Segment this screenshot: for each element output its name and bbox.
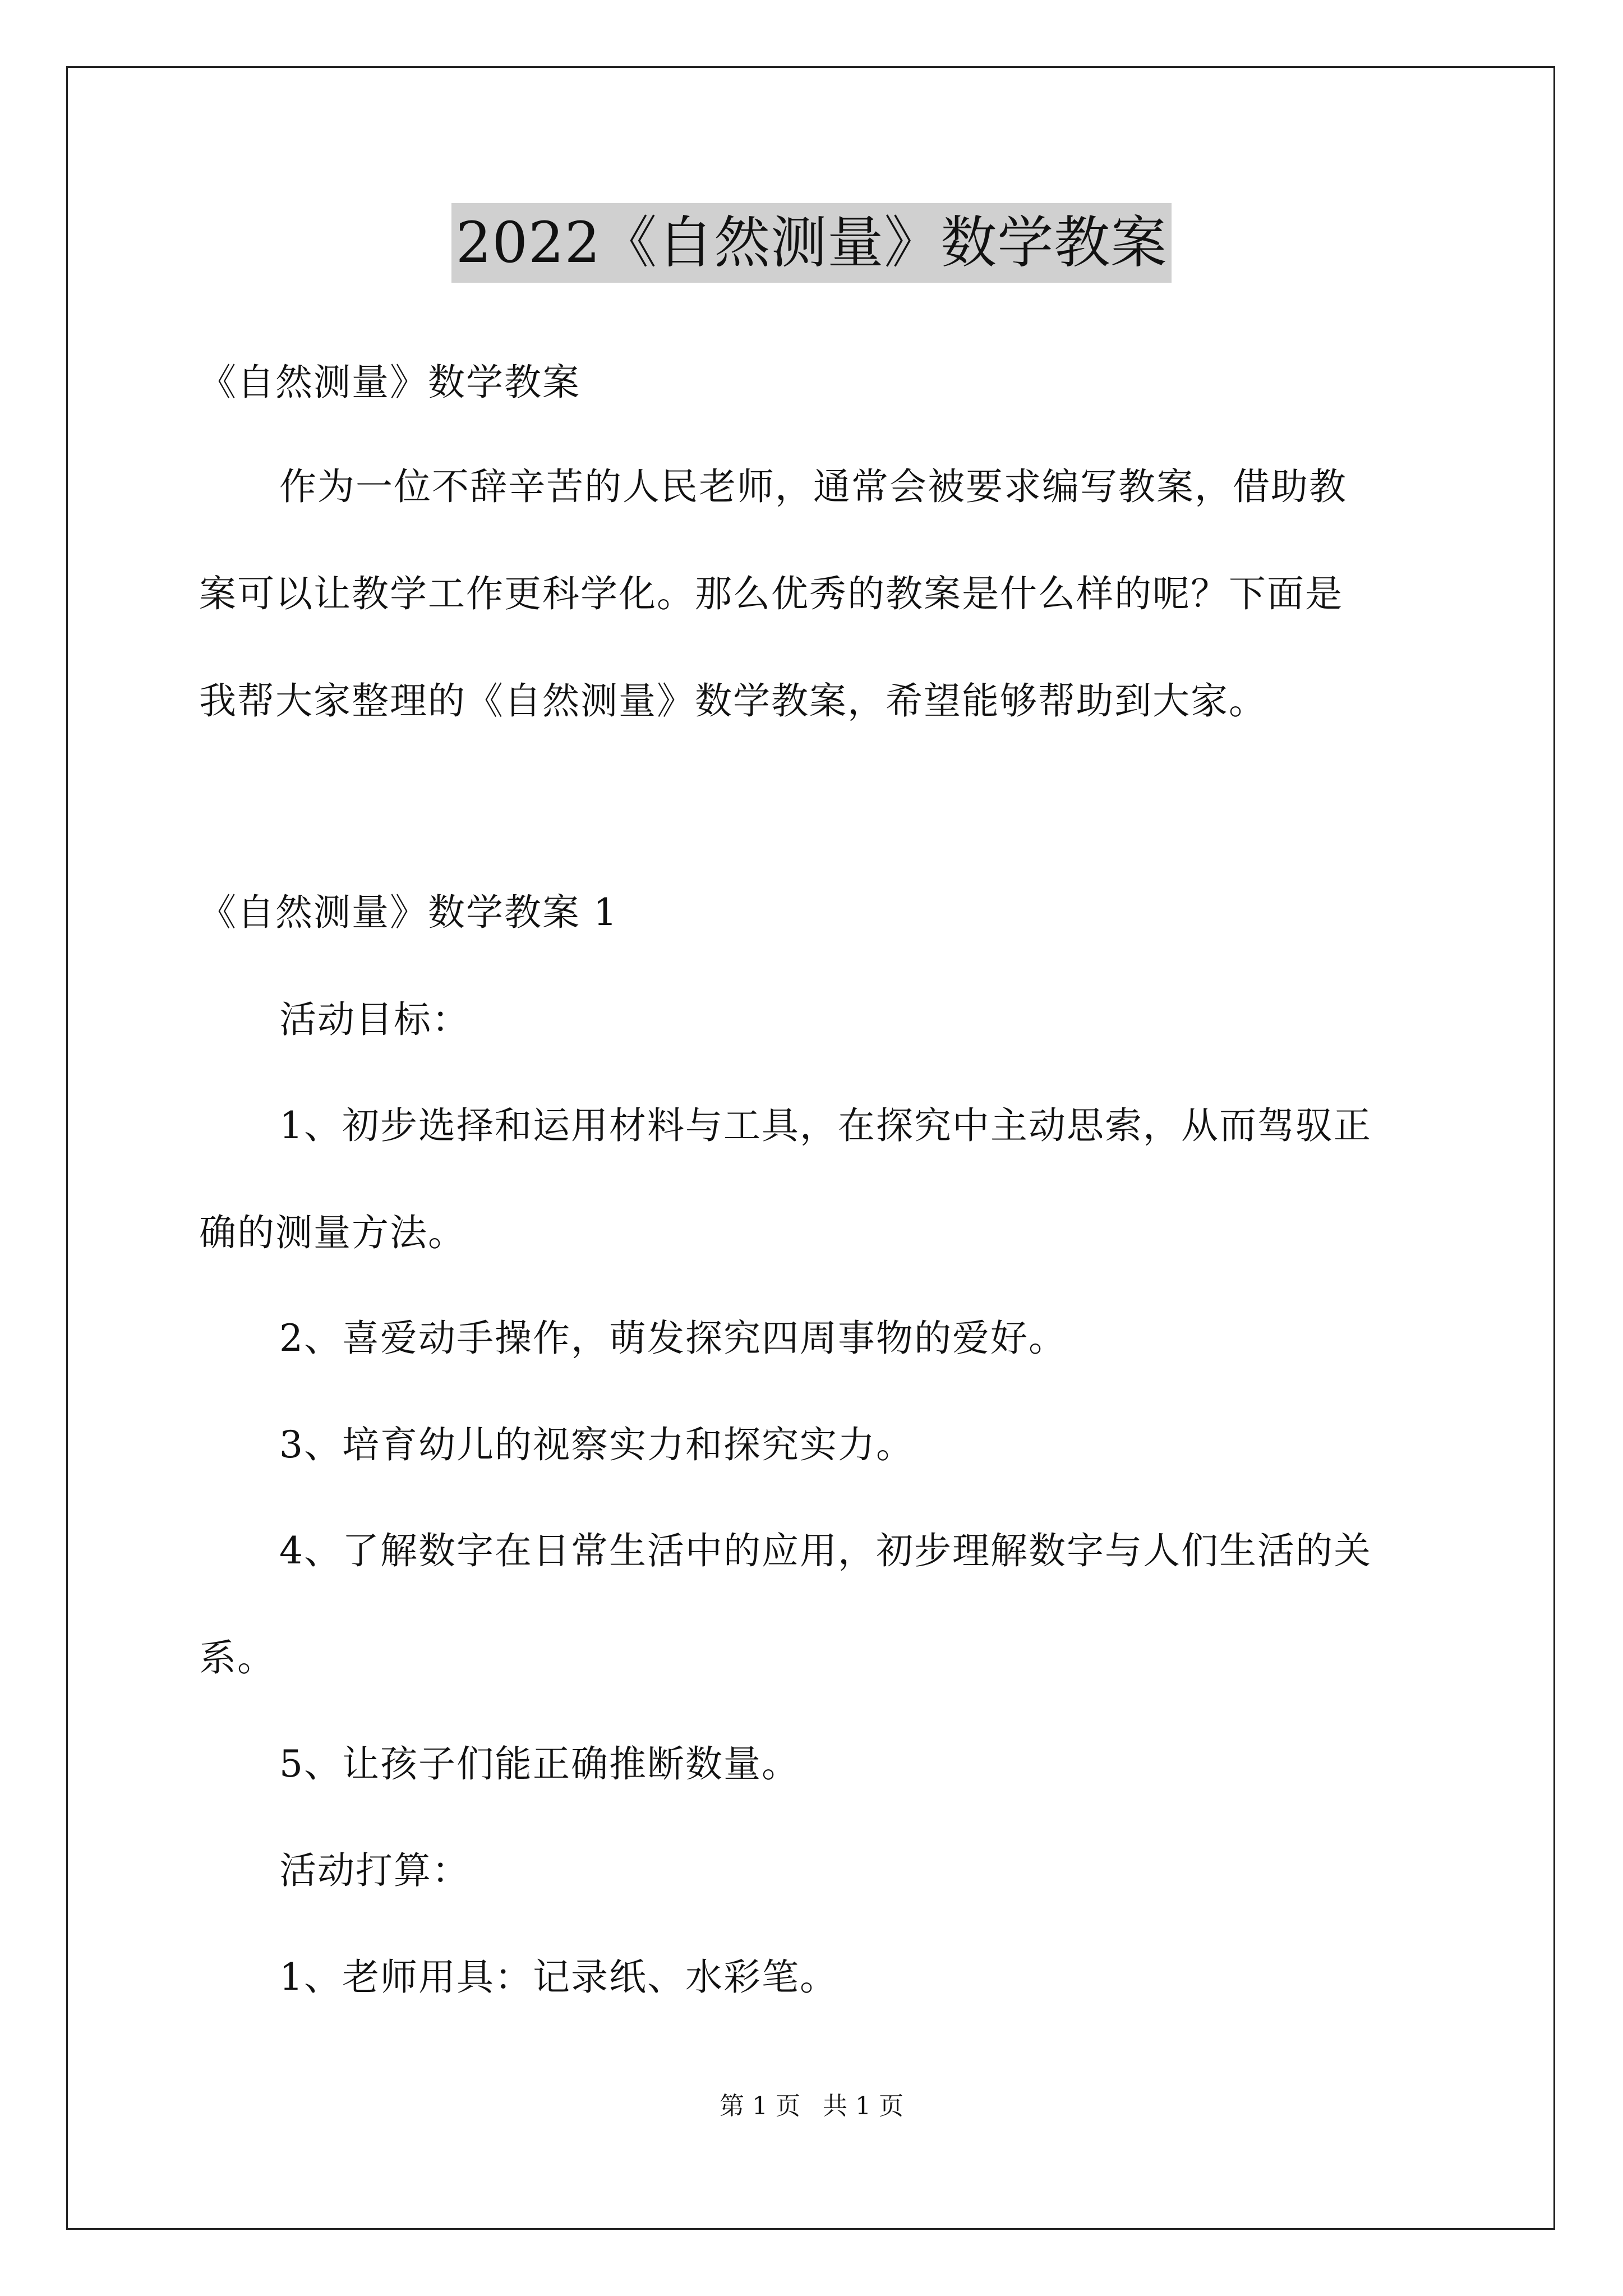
intro-line-2: 案可以让教学工作更科学化。那么优秀的教案是什么样的呢？下面是 [199,572,1343,615]
section-heading: 《自然测量》数学教案 1 [199,891,618,934]
intro-line-3: 我帮大家整理的《自然测量》数学教案，希望能够帮助到大家。 [199,679,1267,723]
goal-4-line-1: 4、了解数字在日常生活中的应用，初步理解数字与人们生活的关 [279,1529,1372,1572]
subtitle: 《自然测量》数学教案 [199,361,580,404]
goal-1-line-2: 确的测量方法。 [199,1211,466,1254]
goal-5: 5、让孩子们能正确推断数量。 [279,1742,800,1786]
page-number: 第 1 页 [720,2092,800,2120]
title-container [0,203,1623,283]
intro-line-1: 作为一位不辞辛苦的人民老师，通常会被要求编写教案，借助教 [279,465,1347,508]
page-total: 共 1 页 [823,2092,903,2120]
goal-2: 2、喜爱动手操作，萌发探究四周事物的爱好。 [279,1317,1067,1360]
goal-3: 3、培育幼儿的视察实力和探究实力。 [279,1423,914,1466]
goal-4-line-2: 系。 [199,1636,275,1680]
page-footer [0,2090,1623,2123]
document-title: 2022《自然测量》数学教案 [451,203,1172,283]
prep-label: 活动打算： [279,1849,470,1892]
goal-1-line-1: 1、初步选择和运用材料与工具，在探究中主动思索，从而驾驭正 [279,1104,1372,1147]
goals-label: 活动目标： [279,998,470,1041]
prep-item-1: 1、老师用具：记录纸、水彩笔。 [279,1955,838,1999]
